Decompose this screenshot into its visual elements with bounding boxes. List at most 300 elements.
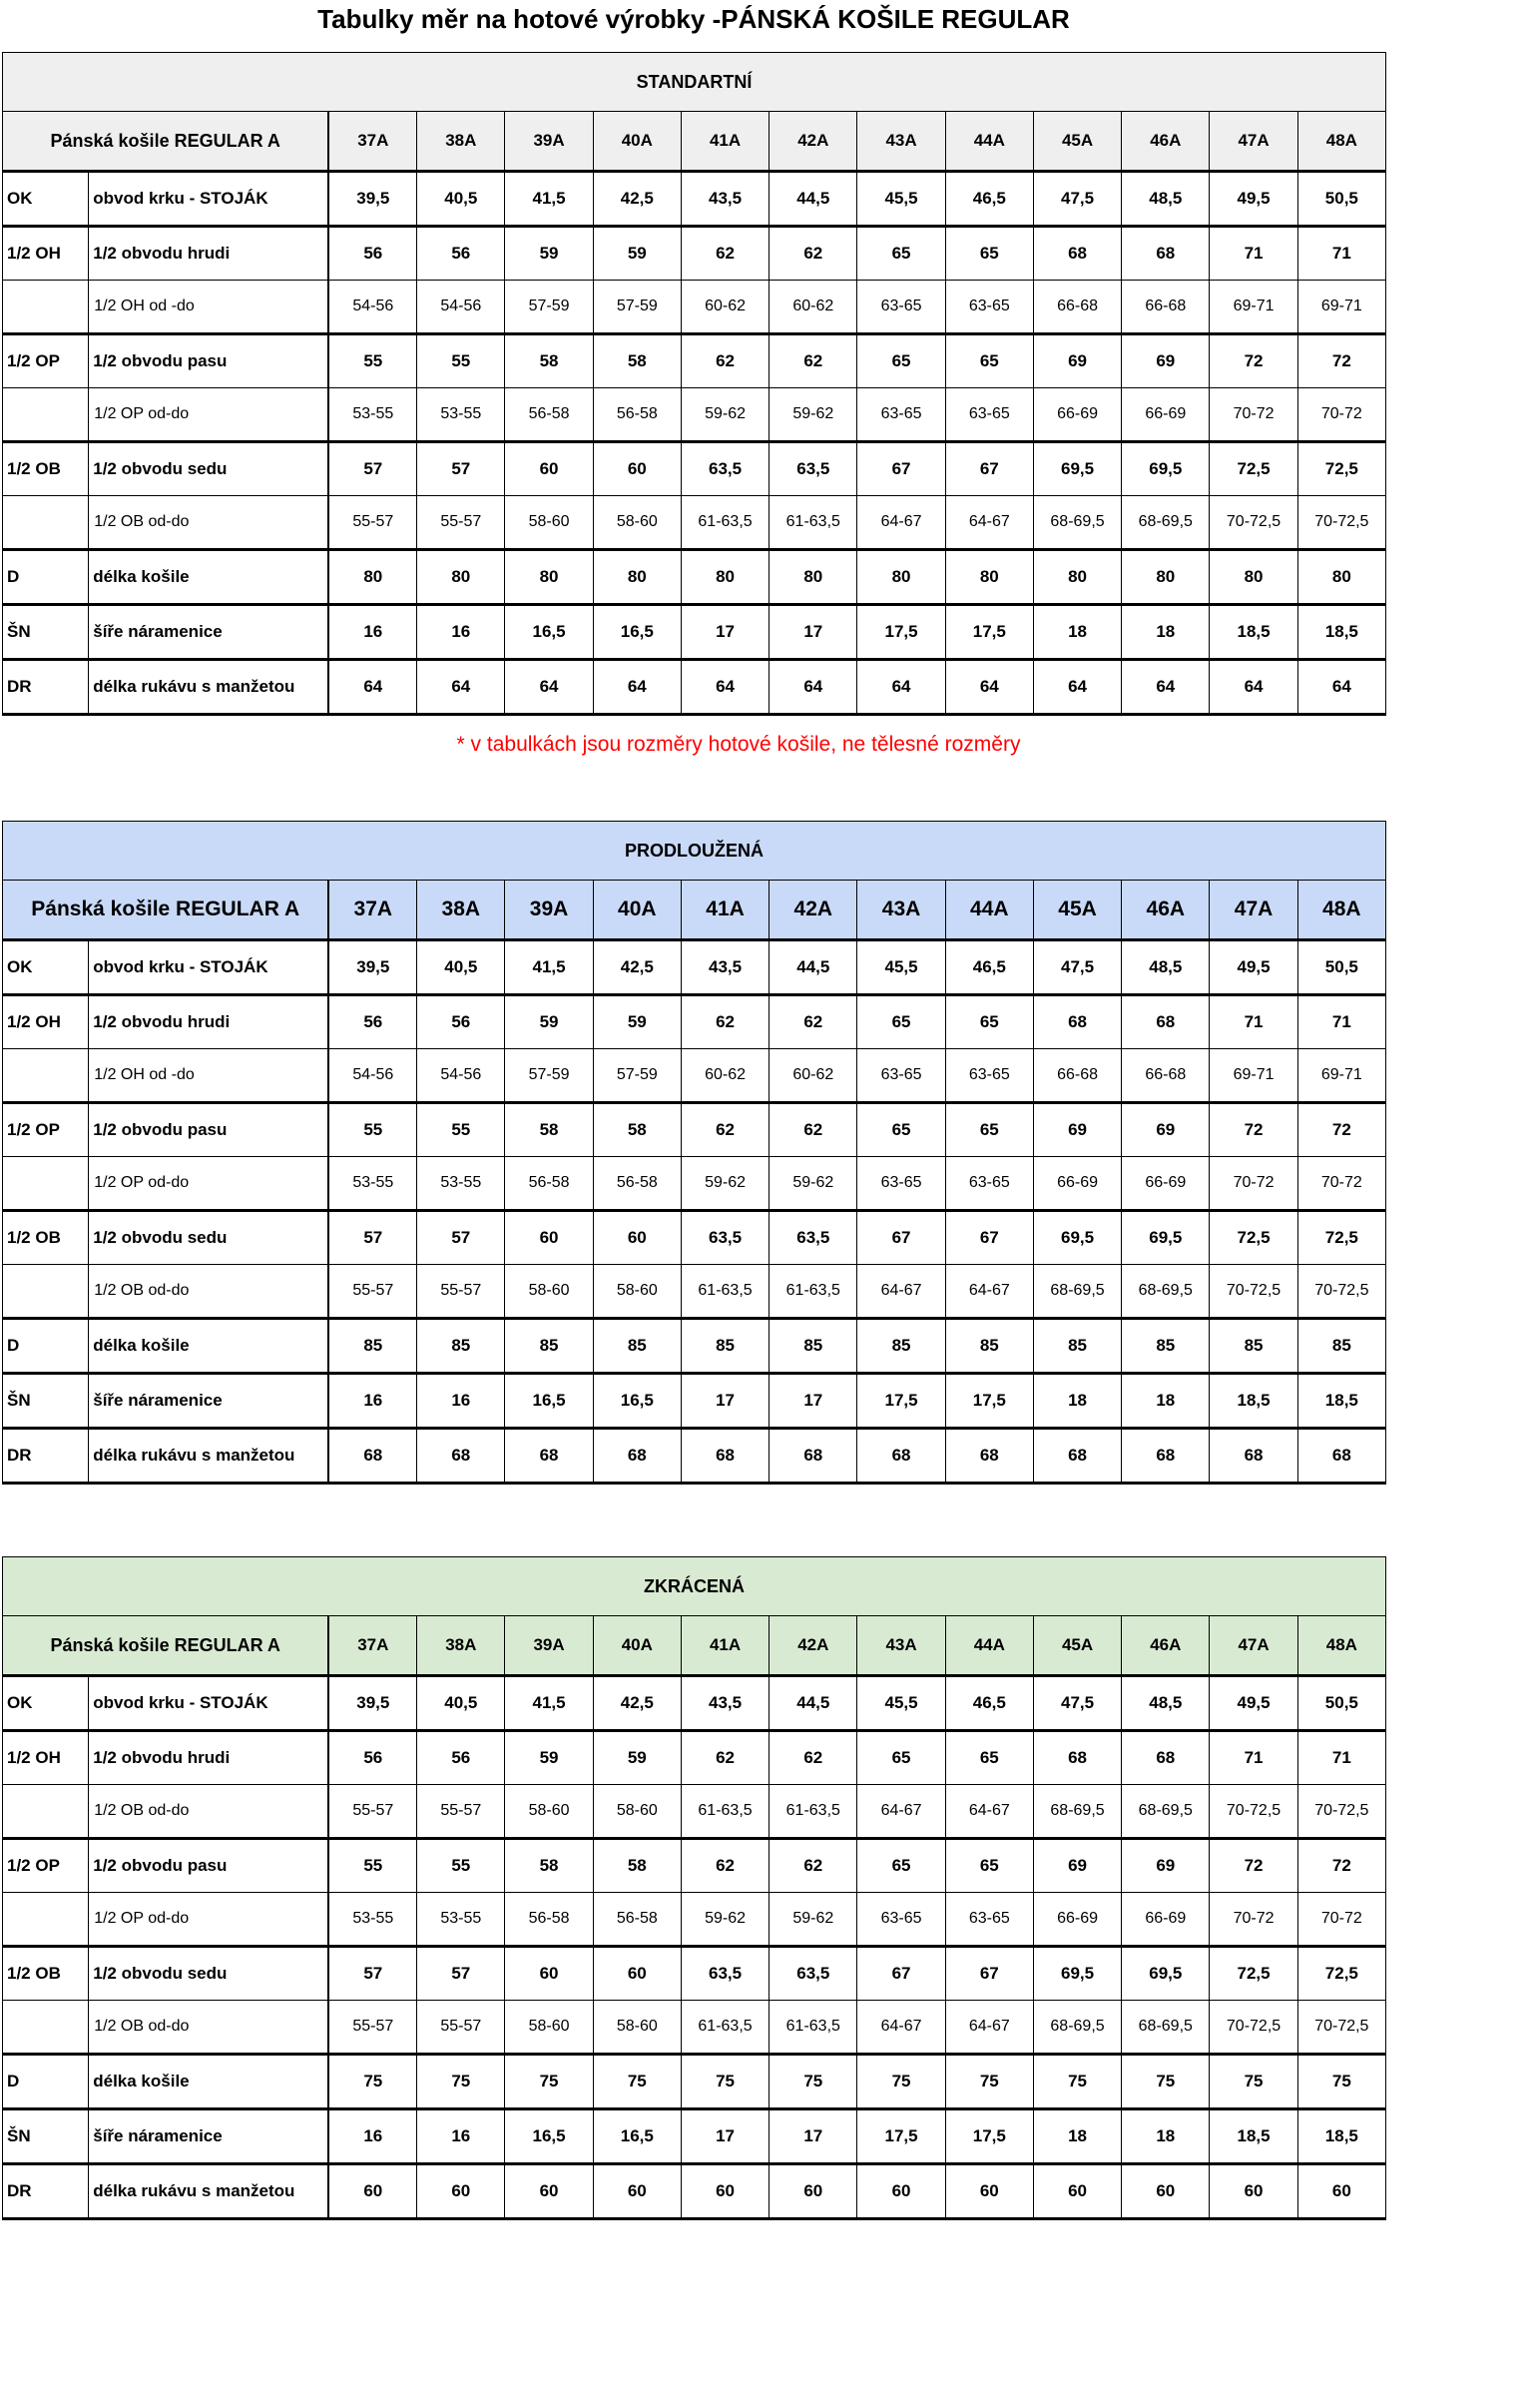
measure-value: 61-63,5: [681, 1265, 769, 1319]
measure-value: 57: [328, 442, 416, 496]
size-header: 44A: [945, 881, 1033, 940]
measure-row: [3, 605, 1386, 660]
measure-value: 56-58: [505, 388, 593, 442]
measure-value: 60: [593, 1947, 681, 2001]
measure-value: 68: [1297, 1429, 1385, 1484]
measure-value: 65: [857, 1103, 945, 1157]
measure-value: 18,5: [1297, 2109, 1385, 2164]
measure-value: 59-62: [681, 1893, 769, 1947]
measure-value: 16,5: [505, 2109, 593, 2164]
measure-value: 70-72: [1297, 1893, 1385, 1947]
measure-value: 70-72,5: [1297, 496, 1385, 550]
measure-value: 64: [417, 660, 505, 715]
measure-value: 69,5: [1122, 1211, 1210, 1265]
measure-value: 56-58: [505, 1893, 593, 1947]
measure-value: 61-63,5: [770, 496, 857, 550]
measure-value: 17,5: [857, 2109, 945, 2164]
measure-value: 64: [681, 660, 769, 715]
measure-code: 1/2 OB: [3, 442, 89, 496]
measure-value: 58-60: [593, 1785, 681, 1839]
measure-value: 75: [945, 2055, 1033, 2109]
measure-value: 43,5: [681, 172, 769, 227]
measure-value: 66-69: [1033, 388, 1121, 442]
measure-value: 80: [505, 550, 593, 605]
measure-value: 17,5: [945, 2109, 1033, 2164]
measure-value: 62: [681, 334, 769, 388]
measure-value: 70-72: [1210, 388, 1297, 442]
measure-value: 44,5: [770, 172, 857, 227]
measure-value: 68: [1122, 995, 1210, 1049]
measure-code: 1/2 OP: [3, 1839, 89, 1893]
measure-row: [3, 227, 1386, 281]
measure-value: 66-69: [1122, 1893, 1210, 1947]
measure-value: 17: [770, 605, 857, 660]
measure-value: 39,5: [328, 172, 416, 227]
measure-value: 55-57: [417, 1265, 505, 1319]
measure-value: 70-72: [1210, 1157, 1297, 1211]
measure-value: 56-58: [593, 1157, 681, 1211]
measure-value: 57: [417, 1211, 505, 1265]
measure-desc: obvod krku - STOJÁK: [89, 172, 329, 227]
measure-value: 60: [857, 2164, 945, 2219]
measure-row: [3, 1103, 1386, 1157]
measure-code: 1/2 OH: [3, 227, 89, 281]
measure-value: 57: [328, 1211, 416, 1265]
measure-value: 64-67: [857, 1785, 945, 1839]
measure-value: 62: [681, 1103, 769, 1157]
measure-value: 60: [505, 2164, 593, 2219]
measure-value: 57: [328, 1947, 416, 2001]
measure-code: ŠN: [3, 2109, 89, 2164]
measure-value: 80: [945, 550, 1033, 605]
measure-value: 60: [1210, 2164, 1297, 2219]
measure-value: 66-68: [1033, 281, 1121, 334]
measure-value: 55: [328, 334, 416, 388]
measure-value: 63,5: [770, 1211, 857, 1265]
measure-code: OK: [3, 1676, 89, 1731]
measure-value: 63,5: [770, 442, 857, 496]
measure-row: [3, 1676, 1386, 1731]
measure-value: 63-65: [945, 1893, 1033, 1947]
measure-value: 68-69,5: [1033, 496, 1121, 550]
measure-value: 57: [417, 442, 505, 496]
measure-value: 68-69,5: [1033, 1265, 1121, 1319]
measure-value: 85: [328, 1319, 416, 1374]
measure-row: [3, 940, 1386, 995]
measure-value: 16: [328, 1374, 416, 1429]
header-row: [3, 881, 1386, 940]
measure-value: 71: [1297, 227, 1385, 281]
measure-value: 71: [1297, 1731, 1385, 1785]
size-header: 40A: [593, 1616, 681, 1676]
measure-value: 70-72,5: [1210, 1785, 1297, 1839]
measure-value: 72: [1297, 1839, 1385, 1893]
measure-value: 80: [681, 550, 769, 605]
measure-code: DR: [3, 660, 89, 715]
size-header: 45A: [1033, 1616, 1121, 1676]
measure-value: 64-67: [945, 496, 1033, 550]
measure-value: 68: [1122, 1429, 1210, 1484]
measure-value: 44,5: [770, 940, 857, 995]
header-row: [3, 1616, 1386, 1676]
measure-value: 55: [417, 1839, 505, 1893]
measure-value: 18: [1122, 2109, 1210, 2164]
measure-desc: 1/2 OB od-do: [89, 1785, 329, 1839]
measure-code: [3, 281, 89, 334]
range-row: [3, 496, 1386, 550]
size-header: 48A: [1297, 881, 1385, 940]
measure-value: 70-72: [1297, 1157, 1385, 1211]
measure-value: 71: [1210, 227, 1297, 281]
measure-value: 68: [417, 1429, 505, 1484]
measure-value: 53-55: [328, 1157, 416, 1211]
measure-value: 41,5: [505, 172, 593, 227]
measure-value: 18: [1033, 1374, 1121, 1429]
measure-value: 64: [1033, 660, 1121, 715]
measure-value: 75: [593, 2055, 681, 2109]
range-row: [3, 1893, 1386, 1947]
measure-value: 68: [857, 1429, 945, 1484]
measure-value: 17,5: [945, 605, 1033, 660]
measure-value: 60: [770, 2164, 857, 2219]
measure-value: 45,5: [857, 172, 945, 227]
measure-value: 60: [593, 2164, 681, 2219]
measure-value: 70-72: [1297, 388, 1385, 442]
size-header: 46A: [1122, 1616, 1210, 1676]
measure-value: 66-69: [1033, 1157, 1121, 1211]
measure-desc: 1/2 OB od-do: [89, 496, 329, 550]
measure-row: [3, 2055, 1386, 2109]
size-header: 44A: [945, 112, 1033, 172]
measure-code: 1/2 OH: [3, 1731, 89, 1785]
measure-value: 69,5: [1122, 442, 1210, 496]
measure-value: 65: [857, 1731, 945, 1785]
measure-value: 17,5: [857, 1374, 945, 1429]
measure-value: 55-57: [328, 2001, 416, 2055]
measure-value: 18,5: [1297, 1374, 1385, 1429]
size-header: 38A: [417, 1616, 505, 1676]
measure-value: 16,5: [593, 2109, 681, 2164]
measure-value: 69: [1033, 1839, 1121, 1893]
measure-value: 64: [1122, 660, 1210, 715]
measure-desc: 1/2 obvodu sedu: [89, 1211, 329, 1265]
measure-value: 56: [417, 227, 505, 281]
measure-value: 65: [945, 1731, 1033, 1785]
measure-value: 55: [328, 1839, 416, 1893]
measure-value: 68: [1122, 227, 1210, 281]
range-row: [3, 1157, 1386, 1211]
measure-value: 70-72,5: [1297, 1265, 1385, 1319]
measure-code: D: [3, 1319, 89, 1374]
measure-value: 44,5: [770, 1676, 857, 1731]
measure-value: 58-60: [505, 1785, 593, 1839]
measure-value: 80: [1210, 550, 1297, 605]
measure-value: 50,5: [1297, 1676, 1385, 1731]
measure-value: 54-56: [328, 1049, 416, 1103]
measure-value: 75: [1210, 2055, 1297, 2109]
measure-value: 40,5: [417, 940, 505, 995]
measure-value: 56: [417, 995, 505, 1049]
measure-row: [3, 550, 1386, 605]
size-header: 42A: [770, 112, 857, 172]
measure-desc: šíře náramenice: [89, 2109, 329, 2164]
measure-value: 75: [681, 2055, 769, 2109]
measure-code: DR: [3, 1429, 89, 1484]
measure-value: 18,5: [1297, 605, 1385, 660]
measure-value: 80: [1033, 550, 1121, 605]
measure-value: 47,5: [1033, 940, 1121, 995]
measure-value: 61-63,5: [770, 2001, 857, 2055]
measure-value: 68-69,5: [1122, 496, 1210, 550]
measure-value: 75: [1033, 2055, 1121, 2109]
measure-value: 85: [505, 1319, 593, 1374]
measure-value: 63-65: [857, 388, 945, 442]
measure-value: 75: [1297, 2055, 1385, 2109]
measure-desc: délka rukávu s manžetou: [89, 660, 329, 715]
measure-value: 75: [770, 2055, 857, 2109]
measure-value: 65: [857, 227, 945, 281]
measure-value: 66-69: [1122, 1157, 1210, 1211]
measure-row: [3, 995, 1386, 1049]
header-label: Pánská košile REGULAR A: [3, 112, 329, 172]
measure-value: 63,5: [681, 1211, 769, 1265]
measure-desc: 1/2 OB od-do: [89, 1265, 329, 1319]
measure-desc: 1/2 OH od -do: [89, 1049, 329, 1103]
measure-value: 17,5: [857, 605, 945, 660]
measure-desc: 1/2 OB od-do: [89, 2001, 329, 2055]
measure-value: 62: [681, 995, 769, 1049]
measure-value: 59-62: [681, 388, 769, 442]
measure-value: 64-67: [945, 2001, 1033, 2055]
measure-value: 64: [945, 660, 1033, 715]
size-header: 42A: [770, 1616, 857, 1676]
size-header: 44A: [945, 1616, 1033, 1676]
measure-value: 66-68: [1122, 1049, 1210, 1103]
measure-desc: 1/2 obvodu sedu: [89, 442, 329, 496]
measure-value: 55: [417, 334, 505, 388]
measure-value: 64-67: [857, 2001, 945, 2055]
measure-value: 63-65: [857, 1157, 945, 1211]
measure-value: 69-71: [1210, 281, 1297, 334]
measure-row: [3, 172, 1386, 227]
measure-value: 80: [857, 550, 945, 605]
size-header: 39A: [505, 881, 593, 940]
measure-value: 63-65: [857, 1049, 945, 1103]
measure-value: 68: [1033, 1429, 1121, 1484]
measure-value: 56: [328, 227, 416, 281]
measure-value: 62: [770, 1103, 857, 1157]
measure-code: 1/2 OB: [3, 1947, 89, 2001]
range-row: [3, 2001, 1386, 2055]
measure-code: [3, 1049, 89, 1103]
measure-value: 16: [417, 605, 505, 660]
measure-value: 85: [1122, 1319, 1210, 1374]
measure-value: 70-72,5: [1210, 2001, 1297, 2055]
measure-value: 56: [417, 1731, 505, 1785]
measure-value: 46,5: [945, 1676, 1033, 1731]
note-text: * v tabulkách jsou rozměry hotové košile, ne tělesné rozměry: [456, 733, 1021, 756]
measure-row: [3, 334, 1386, 388]
measure-value: 18: [1122, 605, 1210, 660]
size-header: 46A: [1122, 881, 1210, 940]
measure-value: 49,5: [1210, 1676, 1297, 1731]
measure-code: 1/2 OP: [3, 1103, 89, 1157]
measure-value: 56: [328, 1731, 416, 1785]
measure-value: 66-69: [1122, 388, 1210, 442]
measure-value: 16,5: [593, 1374, 681, 1429]
measure-value: 39,5: [328, 940, 416, 995]
measure-value: 50,5: [1297, 940, 1385, 995]
measure-value: 54-56: [417, 1049, 505, 1103]
measure-value: 16: [417, 2109, 505, 2164]
size-header: 40A: [593, 881, 681, 940]
measure-value: 41,5: [505, 1676, 593, 1731]
measure-value: 68-69,5: [1122, 1785, 1210, 1839]
measure-value: 18,5: [1210, 2109, 1297, 2164]
measure-value: 69: [1033, 334, 1121, 388]
size-header: 37A: [328, 881, 416, 940]
measure-value: 57-59: [593, 1049, 681, 1103]
measure-value: 57-59: [505, 281, 593, 334]
measure-value: 54-56: [328, 281, 416, 334]
measure-value: 67: [857, 1211, 945, 1265]
size-header: 40A: [593, 112, 681, 172]
measure-value: 57-59: [593, 281, 681, 334]
measure-value: 47,5: [1033, 1676, 1121, 1731]
measure-desc: 1/2 obvodu hrudi: [89, 995, 329, 1049]
size-header: 47A: [1210, 881, 1297, 940]
measure-value: 64: [770, 660, 857, 715]
measure-value: 85: [945, 1319, 1033, 1374]
measure-value: 60: [681, 2164, 769, 2219]
measure-value: 55-57: [328, 1265, 416, 1319]
measure-value: 59: [505, 995, 593, 1049]
measure-value: 62: [681, 1839, 769, 1893]
measure-value: 58: [505, 1103, 593, 1157]
measure-value: 59-62: [770, 388, 857, 442]
measure-value: 17,5: [945, 1374, 1033, 1429]
measure-row: [3, 1211, 1386, 1265]
measure-value: 58: [593, 334, 681, 388]
measure-value: 62: [770, 1839, 857, 1893]
measure-value: 69,5: [1033, 1211, 1121, 1265]
size-header: 37A: [328, 112, 416, 172]
size-header: 41A: [681, 1616, 769, 1676]
measure-value: 68: [1122, 1731, 1210, 1785]
measure-value: 85: [417, 1319, 505, 1374]
measure-value: 46,5: [945, 172, 1033, 227]
measure-value: 58-60: [505, 2001, 593, 2055]
measure-value: 67: [945, 1211, 1033, 1265]
size-table-standard: [2, 52, 1386, 716]
measure-desc: délka košile: [89, 2055, 329, 2109]
measure-value: 55-57: [328, 496, 416, 550]
measure-value: 71: [1210, 1731, 1297, 1785]
measure-value: 72,5: [1210, 1211, 1297, 1265]
measure-value: 53-55: [417, 388, 505, 442]
measure-value: 70-72,5: [1297, 1785, 1385, 1839]
measure-value: 45,5: [857, 1676, 945, 1731]
measure-value: 63-65: [857, 281, 945, 334]
measure-value: 48,5: [1122, 1676, 1210, 1731]
measure-value: 68-69,5: [1033, 2001, 1121, 2055]
measure-value: 64: [505, 660, 593, 715]
measure-value: 62: [681, 1731, 769, 1785]
measure-desc: 1/2 obvodu hrudi: [89, 227, 329, 281]
measure-value: 58: [593, 1103, 681, 1157]
measure-code: [3, 388, 89, 442]
measure-value: 68: [1033, 227, 1121, 281]
measure-value: 58-60: [593, 496, 681, 550]
measure-value: 65: [945, 334, 1033, 388]
measure-value: 64: [857, 660, 945, 715]
measure-value: 63-65: [945, 281, 1033, 334]
measure-code: [3, 1785, 89, 1839]
measure-value: 50,5: [1297, 172, 1385, 227]
measure-value: 60: [328, 2164, 416, 2219]
measure-value: 54-56: [417, 281, 505, 334]
measure-value: 71: [1210, 995, 1297, 1049]
measure-value: 68: [1033, 1731, 1121, 1785]
measure-value: 61-63,5: [681, 496, 769, 550]
measure-value: 16,5: [593, 605, 681, 660]
measure-value: 16: [328, 605, 416, 660]
measure-value: 59-62: [770, 1157, 857, 1211]
measure-value: 60-62: [770, 281, 857, 334]
measure-value: 68: [505, 1429, 593, 1484]
measure-desc: šíře náramenice: [89, 1374, 329, 1429]
measure-value: 69,5: [1122, 1947, 1210, 2001]
measure-value: 60: [1033, 2164, 1121, 2219]
measure-desc: 1/2 obvodu pasu: [89, 1103, 329, 1157]
measure-value: 80: [1297, 550, 1385, 605]
measure-value: 62: [681, 227, 769, 281]
measure-value: 66-68: [1033, 1049, 1121, 1103]
header-label: Pánská košile REGULAR A: [3, 881, 329, 940]
measure-value: 85: [1210, 1319, 1297, 1374]
measure-value: 72: [1210, 334, 1297, 388]
size-header: 42A: [770, 881, 857, 940]
measure-row: [3, 1839, 1386, 1893]
section-title: ZKRÁCENÁ: [3, 1557, 1386, 1616]
size-header: 47A: [1210, 112, 1297, 172]
measure-value: 68: [681, 1429, 769, 1484]
measure-value: 17: [681, 2109, 769, 2164]
measure-value: 75: [328, 2055, 416, 2109]
measure-value: 70-72,5: [1210, 1265, 1297, 1319]
size-header: 41A: [681, 112, 769, 172]
size-header: 43A: [857, 1616, 945, 1676]
measure-value: 49,5: [1210, 172, 1297, 227]
measure-code: 1/2 OB: [3, 1211, 89, 1265]
measure-value: 65: [945, 995, 1033, 1049]
section-row: [3, 1557, 1386, 1616]
measure-value: 60-62: [770, 1049, 857, 1103]
measure-code: OK: [3, 172, 89, 227]
measure-value: 57: [417, 1947, 505, 2001]
measure-desc: obvod krku - STOJÁK: [89, 1676, 329, 1731]
measure-value: 85: [857, 1319, 945, 1374]
measure-value: 71: [1297, 995, 1385, 1049]
page-title: Tabulky měr na hotové výrobky -PÁNSKÁ KOŠILE REGULAR: [317, 4, 1070, 34]
measure-value: 16: [328, 2109, 416, 2164]
measure-row: [3, 1947, 1386, 2001]
measure-value: 65: [857, 1839, 945, 1893]
measure-value: 45,5: [857, 940, 945, 995]
measure-desc: 1/2 obvodu hrudi: [89, 1731, 329, 1785]
measure-value: 58-60: [593, 2001, 681, 2055]
measure-value: 64-67: [857, 496, 945, 550]
